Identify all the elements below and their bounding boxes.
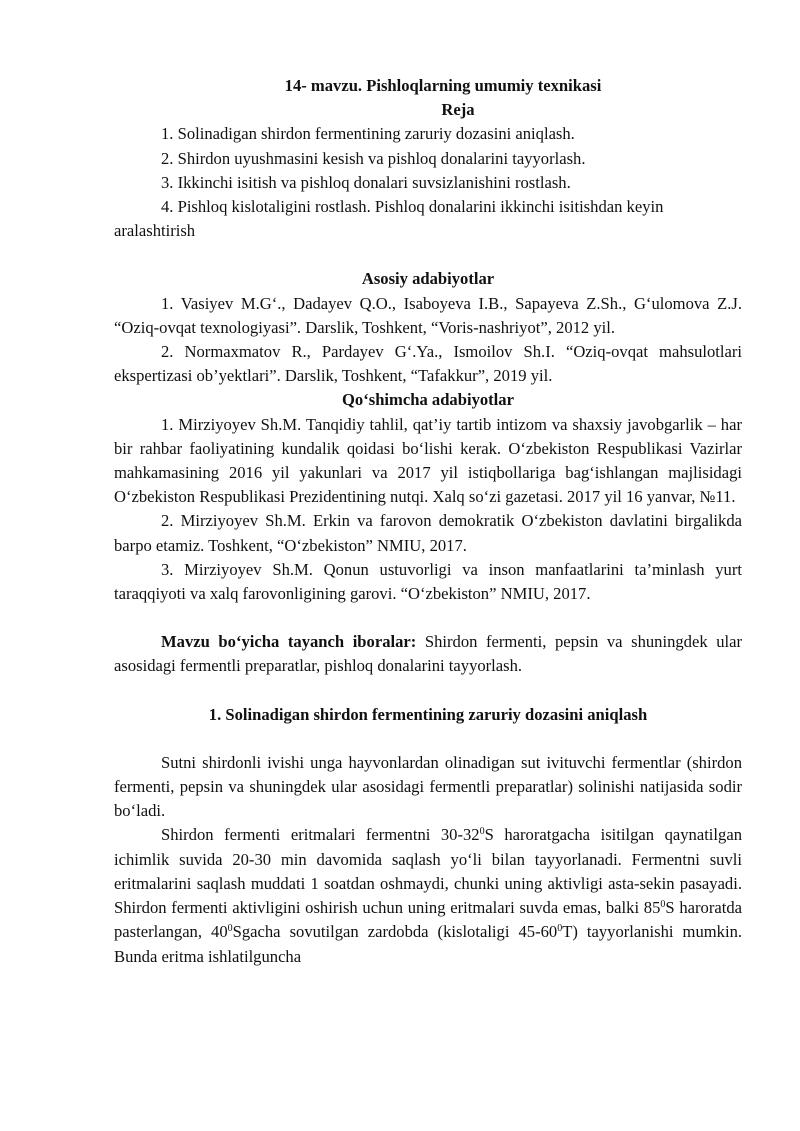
section-heading: 1. Solinadigan shirdon fermentining zaruriy dozasini aniqlash bbox=[208, 704, 648, 724]
para-text: Shirdon fermenti eritmalari fermentni 30-32 bbox=[161, 825, 480, 845]
degree-superscript: 0 bbox=[660, 899, 666, 911]
degree-superscript: 0 bbox=[227, 923, 233, 935]
para-text: Sgacha sovutilgan zardobda (kislotaligi 45-60 bbox=[232, 922, 558, 942]
keywords-text: Shirdon fermenti, pepsin va shuningdek ular asosidagi fermentli preparatlar, pishloq donalarini tayyorlash. bbox=[114, 632, 743, 676]
body-paragraph bbox=[114, 823, 742, 968]
main-literature-item: 1. Vasiyev M.G‘., Dadayev Q.O., Isaboyeva I.B., Sapayeva Z.Sh., G‘ulomova Z.J. “Oziq-ovqat texnologiyasi”. Darslik, Toshkent, “Voris-nashriyot”, 2012 yil. bbox=[114, 293, 742, 337]
document-page bbox=[114, 74, 742, 969]
extra-literature-heading: Qo‘shimcha adabiyotlar bbox=[342, 390, 514, 410]
degree-superscript: 0 bbox=[557, 923, 563, 935]
main-literature-item: 2. Normaxmatov R., Pardayev G‘.Ya., Ismoilov Sh.I. “Oziq-ovqat mahsulotlari ekspertizasi ob’yektlari”. Darslik, Toshkent, “Tafakkur”, 2019 yil. bbox=[114, 342, 742, 386]
extra-literature-item: 1. Mirziyoyev Sh.M. Tanqidiy tahlil, qat’iy tartib intizom va shaxsiy javobgarlik – har bir rahbar faoliyatining kundalik qoidasi bo‘lishi kerak. O‘zbekiston Respublikasi Vazirlar mahkamasining 2016 yil yakunlari va 2017 yil istiqbollariga bag‘ishlangan majlisidagi O‘zbekiston Respublikasi Prezidentining nutqi. Xalq so‘zi gazetasi. 2017 yil 16 yanvar, №11. bbox=[114, 414, 742, 507]
plan-heading: Reja bbox=[441, 100, 475, 120]
main-literature-heading: Asosiy adabiyotlar bbox=[361, 269, 495, 289]
plan-item: 4. Pishloq kislotaligini rostlash. Pishloq donalarini ikkinchi isitishdan keyin aralashtirish bbox=[114, 197, 664, 241]
para-text: S haroratgacha isitilgan qaynatilgan ichimlik suvida 20-30 min davomida saqlash yo‘li bilan tayyorlanadi. Fermentni suvli eritmalarini saqlash muddati 1 soatdan oshmaydi, chunki uning aktivligi asta-sekin pasayadi. Shirdon fermenti aktivligini oshirish uchun uning eritmalari suvda emas, balki 85 bbox=[114, 825, 742, 918]
extra-literature-item: 3. Mirziyoyev Sh.M. Qonun ustuvorligi va inson manfaatlarini ta’minlash yurt taraqqiyoti va xalq farovonligining garovi. “O‘zbekiston” NMIU, 2017. bbox=[114, 559, 742, 604]
plan-item: 3. Ikkinchi isitish va pishloq donalari suvsizlanishini rostlash. bbox=[161, 172, 571, 192]
extra-literature-item: 2. Mirziyoyev Sh.M. Erkin va farovon demokratik O‘zbekiston davlatini birgalikda barpo etamiz. Toshkent, “O‘zbekiston” NMIU, 2017. bbox=[114, 511, 742, 555]
body-paragraph: Sutni shirdonli ivishi unga hayvonlardan olinadigan sut ivituvchi fermentlar (shirdon fermenti, pepsin va shuningdek ular asosidagi fermentli preparatlar) solinishi natijasida sodir bo‘ladi. bbox=[114, 752, 742, 821]
plan-item: 1. Solinadigan shirdon fermentining zaruriy dozasini aniqlash. bbox=[161, 124, 575, 144]
degree-superscript: 0 bbox=[479, 826, 485, 838]
keywords-paragraph bbox=[114, 630, 742, 678]
page-title: 14- mavzu. Pishloqlarning umumiy texnikasi bbox=[284, 76, 602, 95]
para-text: T) tayyorlanishi mumkin. Bunda eritma ishlatilguncha bbox=[114, 922, 743, 966]
para-text: S haroratda pasterlangan, 40 bbox=[114, 898, 742, 942]
plan-item: 2. Shirdon uyushmasini kesish va pishloq donalarini tayyorlash. bbox=[161, 148, 586, 168]
keywords-label: Mavzu bo‘yicha tayanch iboralar: bbox=[161, 632, 417, 652]
